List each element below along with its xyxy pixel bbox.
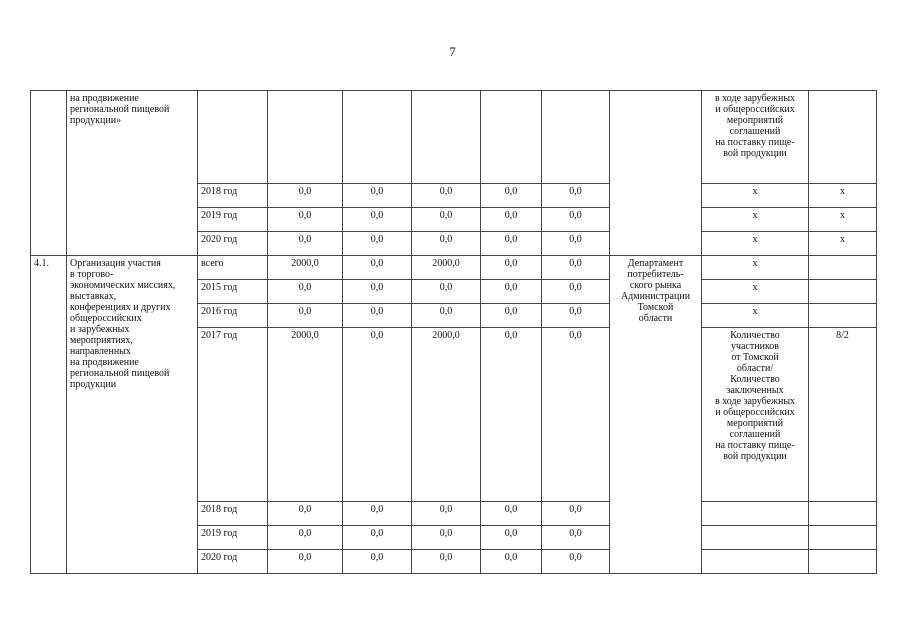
target-cell: x xyxy=(809,232,877,256)
indicator-cell: x xyxy=(702,208,809,232)
value-cell: 0,0 xyxy=(481,232,542,256)
indicator-cell xyxy=(702,550,809,574)
year-cell: 2017 год xyxy=(198,328,268,502)
value-cell: 0,0 xyxy=(481,256,542,280)
value-cell: 0,0 xyxy=(412,526,481,550)
value-cell: 0,0 xyxy=(481,280,542,304)
value-cell: 0,0 xyxy=(542,550,610,574)
indicator-cell: x xyxy=(702,304,809,328)
value-cell: 0,0 xyxy=(481,208,542,232)
row-number-cell xyxy=(31,91,67,256)
year-cell: 2019 год xyxy=(198,526,268,550)
value-cell: 0,0 xyxy=(481,502,542,526)
value-cell: 0,0 xyxy=(343,256,412,280)
value-cell: 0,0 xyxy=(268,304,343,328)
year-cell: всего xyxy=(198,256,268,280)
value-cell: 2000,0 xyxy=(412,256,481,280)
year-cell: 2015 год xyxy=(198,280,268,304)
year-cell: 2016 год xyxy=(198,304,268,328)
value-cell: 0,0 xyxy=(542,208,610,232)
indicator-cell: x xyxy=(702,256,809,280)
value-cell: 0,0 xyxy=(542,304,610,328)
value-cell: 0,0 xyxy=(412,208,481,232)
empty-cell xyxy=(481,91,542,184)
value-cell: 0,0 xyxy=(343,280,412,304)
indicator-cell xyxy=(702,502,809,526)
value-cell: 0,0 xyxy=(412,304,481,328)
value-cell: 0,0 xyxy=(268,526,343,550)
value-cell: 0,0 xyxy=(343,502,412,526)
year-cell: 2019 год xyxy=(198,208,268,232)
program-table xyxy=(30,90,877,574)
year-cell: 2018 год xyxy=(198,502,268,526)
target-cell xyxy=(809,280,877,304)
value-cell: 0,0 xyxy=(542,526,610,550)
value-cell: 0,0 xyxy=(268,232,343,256)
table-row xyxy=(31,256,877,280)
value-cell: 0,0 xyxy=(268,502,343,526)
value-cell: 0,0 xyxy=(343,232,412,256)
target-cell: x xyxy=(809,184,877,208)
value-cell: 0,0 xyxy=(481,304,542,328)
value-cell: 0,0 xyxy=(412,232,481,256)
value-cell: 0,0 xyxy=(542,256,610,280)
value-cell: 0,0 xyxy=(268,280,343,304)
empty-cell xyxy=(268,91,343,184)
executor-cell xyxy=(610,91,702,256)
value-cell: 0,0 xyxy=(412,502,481,526)
value-cell: 0,0 xyxy=(542,280,610,304)
target-cell: 8/2 xyxy=(809,328,877,502)
target-cell xyxy=(809,304,877,328)
page-number: 7 xyxy=(449,44,456,59)
target-cell xyxy=(809,526,877,550)
value-cell: 0,0 xyxy=(481,526,542,550)
value-cell: 0,0 xyxy=(481,550,542,574)
value-cell: 0,0 xyxy=(542,184,610,208)
indicator-cell: в ходе зарубежных и общероссийских мероприятий соглашений на поставку пище- вой продукции xyxy=(702,91,809,184)
indicator-cell: x xyxy=(702,232,809,256)
value-cell: 0,0 xyxy=(343,304,412,328)
value-cell: 2000,0 xyxy=(268,328,343,502)
target-cell xyxy=(809,256,877,280)
year-cell: 2020 год xyxy=(198,550,268,574)
year-cell: 2018 год xyxy=(198,184,268,208)
measure-name-cell: на продвижение региональной пищевой продукции» xyxy=(67,91,198,256)
value-cell: 0,0 xyxy=(343,526,412,550)
empty-cell xyxy=(343,91,412,184)
executor-cell: Департамент потребитель- ского рынка Администрации Томской области xyxy=(610,256,702,574)
empty-cell xyxy=(542,91,610,184)
target-cell: x xyxy=(809,208,877,232)
value-cell: 0,0 xyxy=(542,502,610,526)
value-cell: 0,0 xyxy=(343,208,412,232)
value-cell: 0,0 xyxy=(412,280,481,304)
value-cell: 0,0 xyxy=(542,232,610,256)
row-number-cell: 4.1. xyxy=(31,256,67,574)
indicator-cell: x xyxy=(702,280,809,304)
value-cell: 2000,0 xyxy=(268,256,343,280)
year-cell: 2020 год xyxy=(198,232,268,256)
value-cell: 0,0 xyxy=(343,550,412,574)
indicator-cell xyxy=(702,526,809,550)
target-cell xyxy=(809,550,877,574)
value-cell: 0,0 xyxy=(542,328,610,502)
empty-cell xyxy=(198,91,268,184)
value-cell: 0,0 xyxy=(481,184,542,208)
value-cell: 0,0 xyxy=(481,328,542,502)
value-cell: 0,0 xyxy=(268,208,343,232)
value-cell: 0,0 xyxy=(268,184,343,208)
value-cell: 0,0 xyxy=(412,184,481,208)
target-cell xyxy=(809,91,877,184)
indicator-cell: x xyxy=(702,184,809,208)
value-cell: 0,0 xyxy=(268,550,343,574)
value-cell: 0,0 xyxy=(343,184,412,208)
value-cell: 0,0 xyxy=(412,550,481,574)
empty-cell xyxy=(412,91,481,184)
table-row xyxy=(31,91,877,184)
measure-name-cell: Организация участия в торгово- экономических миссиях, выставках, конференциях и других общероссийских и зарубежных мероприятиях, направленных на продвижение региональной пищевой продукции xyxy=(67,256,198,574)
indicator-cell: Количество участников от Томской области/ Количество заключенных в ходе зарубежных и общероссийских мероприятий соглашений на поставку пище- вой продукции xyxy=(702,328,809,502)
value-cell: 2000,0 xyxy=(412,328,481,502)
value-cell: 0,0 xyxy=(343,328,412,502)
target-cell xyxy=(809,502,877,526)
